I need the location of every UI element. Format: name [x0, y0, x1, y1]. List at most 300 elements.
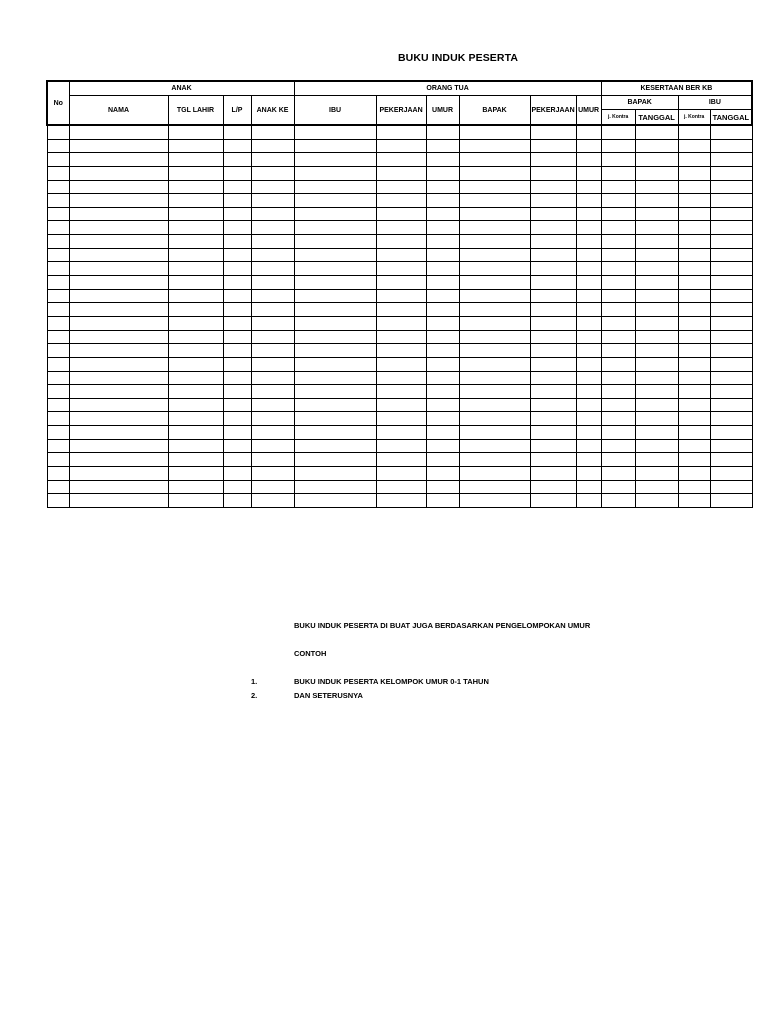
table-cell[interactable] — [678, 289, 710, 303]
table-cell[interactable] — [530, 357, 576, 371]
table-cell[interactable] — [635, 398, 678, 412]
table-cell[interactable] — [168, 494, 223, 508]
table-cell[interactable] — [710, 467, 752, 481]
table-cell[interactable] — [426, 235, 459, 249]
table-cell[interactable] — [601, 316, 635, 330]
table-cell[interactable] — [223, 139, 251, 153]
table-cell[interactable] — [69, 166, 168, 180]
table-cell[interactable] — [47, 316, 69, 330]
table-cell[interactable] — [678, 221, 710, 235]
table-cell[interactable] — [47, 166, 69, 180]
table-cell[interactable] — [530, 153, 576, 167]
table-cell[interactable] — [710, 207, 752, 221]
table-cell[interactable] — [678, 344, 710, 358]
table-cell[interactable] — [678, 276, 710, 290]
table-cell[interactable] — [69, 235, 168, 249]
table-cell[interactable] — [294, 439, 376, 453]
table-cell[interactable] — [47, 439, 69, 453]
table-cell[interactable] — [168, 194, 223, 208]
table-cell[interactable] — [376, 371, 426, 385]
table-cell[interactable] — [294, 180, 376, 194]
table-cell[interactable] — [459, 194, 530, 208]
table-cell[interactable] — [251, 153, 294, 167]
table-cell[interactable] — [678, 385, 710, 399]
table-cell[interactable] — [426, 426, 459, 440]
table-cell[interactable] — [530, 180, 576, 194]
table-cell[interactable] — [530, 453, 576, 467]
table-cell[interactable] — [635, 125, 678, 139]
table-cell[interactable] — [576, 426, 601, 440]
table-cell[interactable] — [168, 125, 223, 139]
table-cell[interactable] — [678, 371, 710, 385]
table-cell[interactable] — [530, 248, 576, 262]
table-cell[interactable] — [47, 194, 69, 208]
table-cell[interactable] — [47, 398, 69, 412]
table-cell[interactable] — [601, 221, 635, 235]
table-cell[interactable] — [168, 398, 223, 412]
table-cell[interactable] — [69, 426, 168, 440]
table-cell[interactable] — [459, 166, 530, 180]
table-cell[interactable] — [223, 330, 251, 344]
table-cell[interactable] — [47, 276, 69, 290]
table-cell[interactable] — [576, 357, 601, 371]
table-cell[interactable] — [601, 385, 635, 399]
table-cell[interactable] — [635, 289, 678, 303]
table-cell[interactable] — [635, 453, 678, 467]
table-cell[interactable] — [601, 453, 635, 467]
table-cell[interactable] — [710, 453, 752, 467]
table-cell[interactable] — [47, 221, 69, 235]
table-cell[interactable] — [47, 262, 69, 276]
table-cell[interactable] — [635, 180, 678, 194]
table-cell[interactable] — [168, 303, 223, 317]
table-cell[interactable] — [294, 262, 376, 276]
table-cell[interactable] — [69, 439, 168, 453]
table-cell[interactable] — [601, 139, 635, 153]
table-cell[interactable] — [601, 330, 635, 344]
table-cell[interactable] — [69, 316, 168, 330]
table-cell[interactable] — [69, 194, 168, 208]
table-cell[interactable] — [678, 125, 710, 139]
table-cell[interactable] — [530, 385, 576, 399]
table-cell[interactable] — [376, 480, 426, 494]
table-cell[interactable] — [710, 248, 752, 262]
table-cell[interactable] — [376, 494, 426, 508]
table-cell[interactable] — [601, 276, 635, 290]
table-cell[interactable] — [601, 235, 635, 249]
table-cell[interactable] — [294, 125, 376, 139]
table-cell[interactable] — [710, 125, 752, 139]
table-cell[interactable] — [576, 276, 601, 290]
table-cell[interactable] — [294, 344, 376, 358]
table-cell[interactable] — [530, 330, 576, 344]
table-cell[interactable] — [47, 385, 69, 399]
table-cell[interactable] — [459, 235, 530, 249]
table-cell[interactable] — [251, 139, 294, 153]
table-cell[interactable] — [426, 303, 459, 317]
table-cell[interactable] — [635, 494, 678, 508]
table-cell[interactable] — [601, 357, 635, 371]
table-cell[interactable] — [223, 303, 251, 317]
table-cell[interactable] — [223, 439, 251, 453]
table-cell[interactable] — [47, 494, 69, 508]
table-cell[interactable] — [678, 207, 710, 221]
table-cell[interactable] — [710, 316, 752, 330]
table-cell[interactable] — [601, 344, 635, 358]
table-cell[interactable] — [168, 467, 223, 481]
table-cell[interactable] — [223, 453, 251, 467]
table-cell[interactable] — [678, 153, 710, 167]
table-cell[interactable] — [635, 439, 678, 453]
table-cell[interactable] — [710, 139, 752, 153]
table-cell[interactable] — [678, 262, 710, 276]
table-cell[interactable] — [426, 494, 459, 508]
table-cell[interactable] — [223, 398, 251, 412]
table-cell[interactable] — [69, 480, 168, 494]
table-cell[interactable] — [69, 344, 168, 358]
table-cell[interactable] — [601, 480, 635, 494]
table-cell[interactable] — [294, 194, 376, 208]
table-cell[interactable] — [678, 235, 710, 249]
table-cell[interactable] — [426, 480, 459, 494]
table-cell[interactable] — [459, 207, 530, 221]
table-cell[interactable] — [251, 357, 294, 371]
table-cell[interactable] — [426, 166, 459, 180]
table-cell[interactable] — [294, 248, 376, 262]
table-cell[interactable] — [294, 412, 376, 426]
table-cell[interactable] — [576, 467, 601, 481]
table-cell[interactable] — [251, 289, 294, 303]
table-cell[interactable] — [459, 221, 530, 235]
table-cell[interactable] — [223, 248, 251, 262]
table-cell[interactable] — [710, 330, 752, 344]
table-cell[interactable] — [69, 330, 168, 344]
table-cell[interactable] — [459, 357, 530, 371]
table-cell[interactable] — [576, 330, 601, 344]
table-cell[interactable] — [47, 139, 69, 153]
table-cell[interactable] — [710, 426, 752, 440]
table-cell[interactable] — [376, 467, 426, 481]
table-cell[interactable] — [168, 235, 223, 249]
table-cell[interactable] — [576, 453, 601, 467]
table-cell[interactable] — [168, 316, 223, 330]
table-cell[interactable] — [576, 344, 601, 358]
table-cell[interactable] — [168, 330, 223, 344]
table-cell[interactable] — [635, 371, 678, 385]
table-cell[interactable] — [376, 426, 426, 440]
table-cell[interactable] — [47, 248, 69, 262]
table-cell[interactable] — [530, 207, 576, 221]
table-cell[interactable] — [530, 262, 576, 276]
table-cell[interactable] — [251, 480, 294, 494]
table-cell[interactable] — [601, 125, 635, 139]
table-cell[interactable] — [168, 357, 223, 371]
table-cell[interactable] — [530, 166, 576, 180]
table-cell[interactable] — [710, 398, 752, 412]
table-cell[interactable] — [635, 412, 678, 426]
table-cell[interactable] — [294, 494, 376, 508]
table-cell[interactable] — [635, 194, 678, 208]
table-cell[interactable] — [710, 194, 752, 208]
table-cell[interactable] — [710, 494, 752, 508]
table-cell[interactable] — [710, 289, 752, 303]
table-cell[interactable] — [251, 125, 294, 139]
table-cell[interactable] — [459, 453, 530, 467]
table-cell[interactable] — [459, 316, 530, 330]
table-cell[interactable] — [635, 262, 678, 276]
table-cell[interactable] — [576, 125, 601, 139]
table-cell[interactable] — [47, 289, 69, 303]
table-cell[interactable] — [426, 344, 459, 358]
table-cell[interactable] — [710, 439, 752, 453]
table-cell[interactable] — [47, 371, 69, 385]
table-cell[interactable] — [710, 303, 752, 317]
table-cell[interactable] — [426, 453, 459, 467]
table-cell[interactable] — [576, 194, 601, 208]
table-cell[interactable] — [576, 371, 601, 385]
table-cell[interactable] — [223, 371, 251, 385]
table-cell[interactable] — [530, 467, 576, 481]
table-cell[interactable] — [426, 180, 459, 194]
table-cell[interactable] — [459, 439, 530, 453]
table-cell[interactable] — [459, 385, 530, 399]
table-cell[interactable] — [426, 398, 459, 412]
table-cell[interactable] — [376, 439, 426, 453]
table-cell[interactable] — [168, 453, 223, 467]
table-cell[interactable] — [294, 480, 376, 494]
table-cell[interactable] — [69, 289, 168, 303]
table-cell[interactable] — [530, 344, 576, 358]
table-cell[interactable] — [168, 262, 223, 276]
table-cell[interactable] — [294, 467, 376, 481]
table-cell[interactable] — [601, 289, 635, 303]
table-cell[interactable] — [168, 439, 223, 453]
table-cell[interactable] — [251, 426, 294, 440]
table-cell[interactable] — [69, 262, 168, 276]
table-cell[interactable] — [678, 139, 710, 153]
table-cell[interactable] — [576, 207, 601, 221]
table-cell[interactable] — [69, 453, 168, 467]
table-cell[interactable] — [251, 262, 294, 276]
table-cell[interactable] — [576, 385, 601, 399]
table-cell[interactable] — [69, 303, 168, 317]
table-cell[interactable] — [168, 344, 223, 358]
table-cell[interactable] — [47, 426, 69, 440]
table-cell[interactable] — [530, 439, 576, 453]
table-cell[interactable] — [635, 357, 678, 371]
table-cell[interactable] — [168, 153, 223, 167]
table-cell[interactable] — [168, 426, 223, 440]
table-cell[interactable] — [376, 221, 426, 235]
table-cell[interactable] — [710, 385, 752, 399]
table-cell[interactable] — [635, 139, 678, 153]
table-cell[interactable] — [47, 467, 69, 481]
table-cell[interactable] — [223, 180, 251, 194]
table-cell[interactable] — [635, 207, 678, 221]
table-cell[interactable] — [678, 439, 710, 453]
table-cell[interactable] — [223, 166, 251, 180]
table-cell[interactable] — [251, 276, 294, 290]
table-cell[interactable] — [223, 207, 251, 221]
table-cell[interactable] — [576, 494, 601, 508]
table-cell[interactable] — [426, 439, 459, 453]
table-cell[interactable] — [251, 439, 294, 453]
table-cell[interactable] — [710, 166, 752, 180]
table-cell[interactable] — [69, 221, 168, 235]
table-cell[interactable] — [69, 207, 168, 221]
table-cell[interactable] — [601, 166, 635, 180]
table-cell[interactable] — [530, 426, 576, 440]
table-cell[interactable] — [69, 494, 168, 508]
table-cell[interactable] — [530, 221, 576, 235]
table-cell[interactable] — [678, 412, 710, 426]
table-cell[interactable] — [251, 166, 294, 180]
table-cell[interactable] — [459, 303, 530, 317]
table-cell[interactable] — [710, 153, 752, 167]
table-cell[interactable] — [576, 153, 601, 167]
table-cell[interactable] — [576, 235, 601, 249]
table-cell[interactable] — [251, 180, 294, 194]
table-cell[interactable] — [294, 276, 376, 290]
table-cell[interactable] — [426, 125, 459, 139]
table-cell[interactable] — [635, 221, 678, 235]
table-cell[interactable] — [223, 235, 251, 249]
table-cell[interactable] — [710, 412, 752, 426]
table-cell[interactable] — [294, 453, 376, 467]
table-cell[interactable] — [223, 125, 251, 139]
table-cell[interactable] — [576, 180, 601, 194]
table-cell[interactable] — [635, 385, 678, 399]
table-cell[interactable] — [426, 262, 459, 276]
table-cell[interactable] — [459, 426, 530, 440]
table-cell[interactable] — [69, 385, 168, 399]
table-cell[interactable] — [576, 262, 601, 276]
table-cell[interactable] — [223, 412, 251, 426]
table-cell[interactable] — [459, 398, 530, 412]
table-cell[interactable] — [69, 371, 168, 385]
table-cell[interactable] — [710, 262, 752, 276]
table-cell[interactable] — [576, 439, 601, 453]
table-cell[interactable] — [251, 398, 294, 412]
table-cell[interactable] — [294, 426, 376, 440]
table-cell[interactable] — [69, 248, 168, 262]
table-cell[interactable] — [426, 207, 459, 221]
table-cell[interactable] — [576, 316, 601, 330]
table-cell[interactable] — [294, 371, 376, 385]
table-cell[interactable] — [251, 494, 294, 508]
table-cell[interactable] — [47, 303, 69, 317]
table-cell[interactable] — [251, 412, 294, 426]
table-cell[interactable] — [459, 371, 530, 385]
table-cell[interactable] — [530, 289, 576, 303]
table-cell[interactable] — [678, 194, 710, 208]
table-cell[interactable] — [635, 480, 678, 494]
table-cell[interactable] — [576, 303, 601, 317]
table-cell[interactable] — [635, 426, 678, 440]
table-cell[interactable] — [601, 153, 635, 167]
table-cell[interactable] — [376, 357, 426, 371]
table-cell[interactable] — [251, 248, 294, 262]
table-cell[interactable] — [426, 289, 459, 303]
table-cell[interactable] — [576, 221, 601, 235]
table-cell[interactable] — [601, 303, 635, 317]
table-cell[interactable] — [601, 426, 635, 440]
table-cell[interactable] — [530, 194, 576, 208]
table-cell[interactable] — [635, 316, 678, 330]
table-cell[interactable] — [69, 139, 168, 153]
table-cell[interactable] — [530, 480, 576, 494]
table-cell[interactable] — [223, 221, 251, 235]
table-cell[interactable] — [635, 276, 678, 290]
table-cell[interactable] — [223, 467, 251, 481]
table-cell[interactable] — [530, 139, 576, 153]
table-cell[interactable] — [601, 194, 635, 208]
table-cell[interactable] — [635, 153, 678, 167]
table-cell[interactable] — [576, 398, 601, 412]
table-cell[interactable] — [426, 330, 459, 344]
table-cell[interactable] — [69, 153, 168, 167]
table-cell[interactable] — [47, 480, 69, 494]
table-cell[interactable] — [251, 344, 294, 358]
table-cell[interactable] — [635, 467, 678, 481]
table-cell[interactable] — [710, 276, 752, 290]
table-cell[interactable] — [294, 221, 376, 235]
table-cell[interactable] — [710, 480, 752, 494]
table-cell[interactable] — [294, 316, 376, 330]
table-cell[interactable] — [376, 276, 426, 290]
table-cell[interactable] — [635, 248, 678, 262]
table-cell[interactable] — [294, 153, 376, 167]
table-cell[interactable] — [678, 467, 710, 481]
table-cell[interactable] — [376, 398, 426, 412]
table-cell[interactable] — [47, 412, 69, 426]
table-cell[interactable] — [376, 194, 426, 208]
table-cell[interactable] — [530, 412, 576, 426]
table-cell[interactable] — [576, 289, 601, 303]
table-cell[interactable] — [168, 248, 223, 262]
table-cell[interactable] — [69, 398, 168, 412]
table-cell[interactable] — [223, 385, 251, 399]
table-cell[interactable] — [530, 371, 576, 385]
table-cell[interactable] — [426, 248, 459, 262]
table-cell[interactable] — [601, 262, 635, 276]
table-cell[interactable] — [168, 289, 223, 303]
table-cell[interactable] — [376, 125, 426, 139]
table-cell[interactable] — [426, 221, 459, 235]
table-cell[interactable] — [47, 207, 69, 221]
table-cell[interactable] — [223, 357, 251, 371]
table-cell[interactable] — [601, 180, 635, 194]
table-cell[interactable] — [376, 139, 426, 153]
table-cell[interactable] — [426, 467, 459, 481]
table-cell[interactable] — [601, 207, 635, 221]
table-cell[interactable] — [251, 371, 294, 385]
table-cell[interactable] — [376, 207, 426, 221]
table-cell[interactable] — [294, 357, 376, 371]
table-cell[interactable] — [47, 153, 69, 167]
table-cell[interactable] — [168, 480, 223, 494]
table-cell[interactable] — [223, 344, 251, 358]
table-cell[interactable] — [223, 153, 251, 167]
table-cell[interactable] — [223, 426, 251, 440]
table-cell[interactable] — [168, 371, 223, 385]
table-cell[interactable] — [576, 166, 601, 180]
table-cell[interactable] — [376, 453, 426, 467]
table-cell[interactable] — [576, 412, 601, 426]
table-cell[interactable] — [223, 480, 251, 494]
table-cell[interactable] — [47, 125, 69, 139]
table-cell[interactable] — [251, 453, 294, 467]
